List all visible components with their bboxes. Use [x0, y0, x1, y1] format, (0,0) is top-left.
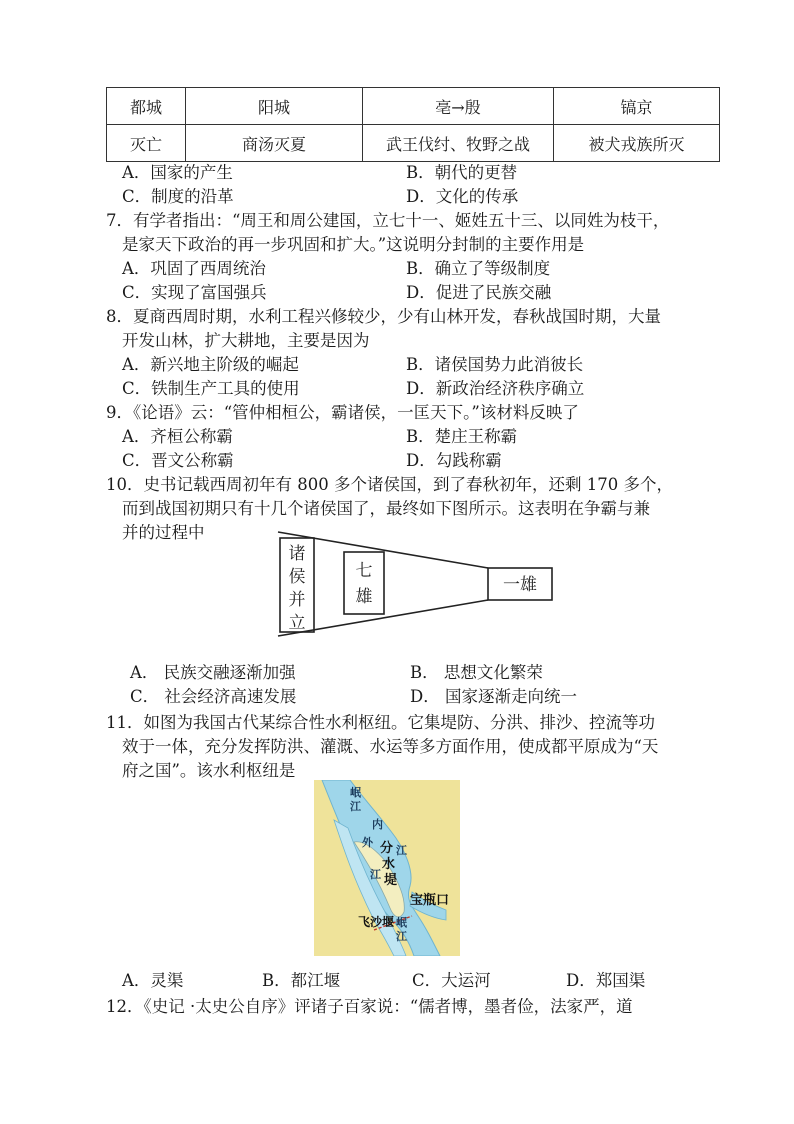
q11-option-d: D．郑国渠: [566, 971, 646, 990]
table-cell: 亳→殷: [363, 88, 554, 125]
q10-stem-line1: 10．史书记载西周初年有 800 多个诸侯国，到了春秋初年，还剩 170 多个，: [106, 475, 673, 494]
q6-option-a: A．国家的产生: [122, 163, 233, 182]
q8-option-b: B．诸侯国势力此消彼长: [406, 355, 584, 374]
q12-stem-line1: 12．《史记 ·太史公自序》评诸子百家说：“儒者博，墨者俭，法家严，道: [106, 997, 633, 1016]
table-cell: 商汤灭夏: [186, 125, 363, 162]
map-label-fenshui: 堤: [384, 873, 398, 888]
q7-stem-line1: 7．有学者指出：“周王和周公建国，立七十一、姬姓五十三、以同姓为枝干，: [106, 211, 670, 230]
q10-option-a: A． 民族交融逐渐加强: [130, 663, 296, 682]
map-label-baopingkou: 宝瓶口: [410, 893, 450, 908]
q8-option-a: A．新兴地主阶级的崛起: [122, 355, 299, 374]
table-row: [107, 88, 720, 125]
table-cell: 镐京: [554, 88, 720, 125]
map-label-fenshui: 分: [380, 841, 394, 856]
diagram-right-label: 一雄: [503, 575, 537, 595]
table-cell: 武王伐纣、牧野之战: [363, 125, 554, 162]
q11-stem-line3: 府之国”。该水利枢纽是: [122, 761, 296, 780]
q10-option-c: C． 社会经济高速发展: [130, 687, 297, 706]
map-label-nei: 内: [372, 818, 383, 831]
map-label-fenshui: 水: [382, 857, 396, 872]
diagram-middle-char: 雄: [355, 587, 373, 607]
q9-option-b: B．楚庄王称霸: [406, 427, 518, 446]
q6-option-d: D．文化的传承: [406, 187, 519, 206]
map-label-feishayan: 飞沙堰: [358, 915, 395, 929]
map-label-jiang-left: 江: [370, 868, 381, 881]
diagram-left-char: 立: [288, 613, 306, 633]
map-label-min-jiang-top: 江: [350, 800, 361, 813]
table-cell: 阳城: [186, 88, 363, 125]
q10-option-d: D． 国家逐渐走向统一: [410, 687, 577, 706]
q11-option-c: C．大运河: [412, 971, 491, 990]
q8-stem-line2: 开发山林，扩大耕地，主要是因为: [122, 331, 370, 350]
q7-option-c: C．实现了富国强兵: [122, 283, 267, 302]
map-label-min-jiang-bottom: 江: [396, 930, 407, 943]
q7-option-a: A．巩固了西周统治: [122, 259, 266, 278]
q9-stem-line1: 9．《论语》云：“管仲相桓公，霸诸侯，一匡天下。”该材料反映了: [106, 403, 579, 422]
q11-stem-line1: 11．如图为我国古代某综合性水利枢纽。它集堤防、分洪、排沙、控流等功: [106, 713, 655, 732]
q6-option-b: B．朝代的更替: [406, 163, 518, 182]
q9-option-c: C．晋文公称霸: [122, 451, 234, 470]
q7-stem-line2: 是家天下政治的再一步巩固和扩大。”这说明分封制的主要作用是: [122, 235, 585, 254]
q8-stem-line1: 8．夏商西周时期，水利工程兴修较少，少有山林开发，春秋战国时期，大量: [106, 307, 661, 326]
dujiangyan-map: [314, 780, 460, 956]
diagram-left-char: 并: [288, 590, 306, 610]
unification-funnel-diagram: [276, 528, 600, 640]
q9-option-d: D．勾践称霸: [406, 451, 502, 470]
map-label-min-jiang-bottom: 岷: [396, 916, 407, 929]
q7-option-b: B．确立了等级制度: [406, 259, 551, 278]
map-label-jiang-right: 江: [396, 844, 407, 857]
table-row: [107, 125, 720, 162]
q7-option-d: D．促进了民族交融: [406, 283, 552, 302]
q11-option-b: B．都江堰: [262, 971, 341, 990]
q11-option-a: A．灵渠: [122, 971, 184, 990]
q10-stem-line3: 并的过程中: [122, 523, 205, 542]
q8-option-c: C．铁制生产工具的使用: [122, 379, 300, 398]
q11-stem-line2: 效于一体，充分发挥防洪、灌溉、水运等多方面作用，使成都平原成为“天: [122, 737, 659, 756]
dynasty-table: [106, 87, 720, 162]
q6-option-c: C．制度的沿革: [122, 187, 234, 206]
table-cell: 被犬戎族所灭: [554, 125, 720, 162]
q10-option-b: B． 思想文化繁荣: [410, 663, 543, 682]
q9-option-a: A．齐桓公称霸: [122, 427, 233, 446]
map-label-wai: 外: [362, 836, 373, 849]
q10-stem-line2: 而到战国初期只有十几个诸侯国了，最终如下图所示。这表明在争霸与兼: [122, 499, 650, 518]
table-cell: 灭亡: [107, 125, 186, 162]
diagram-middle-char: 七: [355, 561, 373, 581]
diagram-left-char: 诸: [288, 544, 306, 564]
q8-option-d: D．新政治经济秩序确立: [406, 379, 585, 398]
map-label-min-jiang-top: 岷: [350, 786, 361, 799]
table-cell: 都城: [107, 88, 186, 125]
diagram-left-char: 侯: [288, 567, 306, 587]
